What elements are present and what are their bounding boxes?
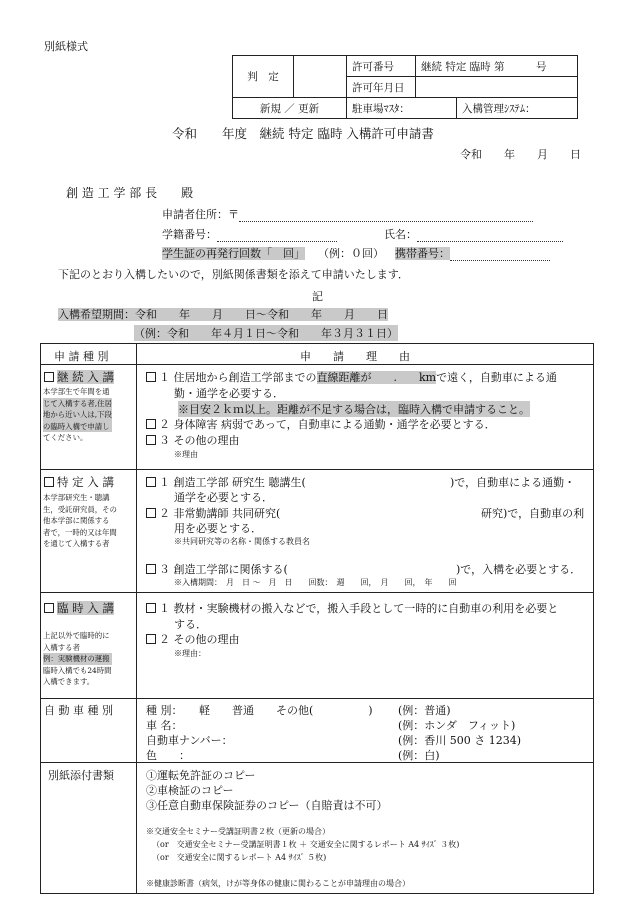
period-example: （例：令和 年４月１日～令和 年３月３１日） — [134, 327, 398, 340]
note-line: 他本学部に関係する — [43, 516, 110, 525]
continuing-checkbox[interactable] — [44, 372, 54, 382]
attachments-label: 別紙添付書類 — [48, 769, 114, 782]
attachment-note: （or 交通安全セミナー受講証明書１枚 ＋ 交通安全に関するレポート A4 ｻｲｽﾞ ３枚) — [152, 840, 460, 849]
special-note — [43, 492, 117, 550]
checkbox[interactable] — [146, 603, 156, 613]
note-line: 入構する者 — [43, 642, 80, 652]
temporary-checkbox[interactable] — [44, 603, 54, 613]
period-row — [58, 306, 388, 322]
office-use-box — [232, 55, 578, 119]
addressee: 創 造 工 学 部 長 殿 — [66, 186, 194, 200]
item-text: ２ 非常勤講師 共同研究( — [159, 507, 281, 520]
checkbox[interactable] — [146, 508, 156, 518]
vehicle-name-example: (例：ホンダ フィット) — [398, 719, 516, 732]
period-value: 令和 年 月 日～令和 年 月 日 — [135, 308, 388, 321]
vehicle-color[interactable]: 色 ： — [146, 749, 190, 762]
form-label: 別紙様式 — [44, 40, 88, 53]
attachment-item: ②車検証のコピー — [146, 784, 234, 797]
note-line: 臨時入構でも24時間 — [43, 665, 112, 675]
note-line: 入構できます。 — [43, 677, 95, 686]
judgement-blank — [294, 56, 347, 98]
vehicle-kind-example: (例：普通) — [398, 704, 451, 717]
continuing-item-1-line2: 勤・通学を必要する． — [174, 387, 284, 400]
item-text-highlight: 直線距離が — [316, 371, 372, 384]
note-line: 例：実験機材の運搬 — [43, 654, 110, 663]
continuing-type[interactable] — [44, 369, 114, 385]
note-line: 者で，一時的又は年間 — [43, 527, 117, 537]
document-title: 令和 年度 継続 特定 臨時 入構許可申請書 — [172, 126, 434, 141]
address-row — [162, 206, 533, 222]
vehicle-color-example: (例：白) — [398, 749, 440, 762]
checkbox[interactable] — [146, 419, 156, 429]
continuing-item-3-note: ※理由 — [174, 450, 198, 459]
checkbox[interactable] — [146, 634, 156, 644]
item-text: １ 住居地から創造工学部までの — [159, 371, 317, 384]
note-line: 上記以外で臨時的に — [43, 631, 110, 640]
special-item-1[interactable] — [146, 474, 306, 490]
special-item-2-line2: 用を必要とする． — [174, 522, 262, 535]
item-text: １ 教材・実験機材の搬入などで，搬入手段として一時的に自動車の利用を必要と — [159, 602, 559, 615]
permit-no-label: 許可番号 — [347, 56, 416, 77]
temporary-note — [43, 630, 112, 688]
address-label: 申請者住所：〒 — [162, 208, 239, 221]
student-row — [162, 226, 563, 242]
access-system-cell: 入構管理ｼｽﾃﾑ： — [457, 98, 578, 119]
temporary-type[interactable] — [44, 600, 114, 616]
attachment-note: （or 交通安全に関するレポート A4 ｻｲｽﾞ ５枚) — [152, 853, 327, 862]
permit-date-label: 許可年月日 — [347, 77, 416, 98]
name-field[interactable] — [417, 229, 563, 242]
vehicle-label: 自 動 車 種 別 — [44, 704, 113, 717]
item-text: ３ 創造工学部に関係する( — [159, 563, 288, 576]
reissue-label: 学生証の再発行回数「 回」 — [162, 247, 305, 260]
checkbox[interactable] — [146, 372, 156, 382]
note-line: じて入構する者,住居 — [43, 398, 112, 408]
special-type[interactable] — [44, 474, 114, 490]
special-item-1-line2: 通学を必要とする． — [174, 491, 273, 504]
phone-field[interactable] — [450, 248, 550, 261]
date-line: 令和 年 月 日 — [460, 148, 581, 161]
item-text: ２ その他の理由 — [159, 633, 240, 646]
special-checkbox[interactable] — [44, 477, 54, 487]
special-title: 特 定 入 講 — [57, 475, 114, 489]
continuing-item-3[interactable] — [146, 432, 240, 448]
address-field[interactable] — [239, 209, 533, 222]
phone-label: 携帯番号： — [395, 247, 450, 260]
continuing-item-2[interactable] — [146, 416, 496, 432]
continuing-item-1-note: ※目安２ｋｍ以上。距離が不足する場合は，臨時入構で申請すること。 — [178, 403, 530, 416]
period-label: 入構希望期間： — [58, 308, 135, 321]
special-item-2-tail: 研究)で，自動車の利 — [481, 507, 585, 520]
special-item-2-note: ※共同研究等の名称・関係する教員名 — [174, 537, 310, 546]
student-no-label: 学籍番号： — [162, 228, 217, 241]
temporary-item-1-line2: する． — [174, 618, 207, 631]
reissue-example: （例：０回） — [318, 247, 384, 260]
temporary-item-2[interactable] — [146, 631, 240, 647]
student-no-field[interactable] — [217, 229, 337, 242]
permit-date-value — [416, 77, 578, 98]
reissue-row — [162, 245, 550, 261]
note-line: 地から近い人は,下段 — [43, 410, 112, 419]
judgement-cell: 判 定 — [233, 56, 294, 98]
note-line: の臨時入構で申請し — [43, 421, 112, 433]
item-text: １ 創造工学部 研究生 聴講生( — [159, 476, 306, 489]
attachment-item: ①運転免許証のコピー — [146, 769, 256, 782]
special-item-3-note: ※入構期間： 月 日 ～ 月 日 回数： 週 回， 月 回， 年 回 — [174, 578, 457, 587]
attachment-health-note: ※健康診断書（病気，けが等身体の健康に関わることが申請理由の場合） — [146, 879, 410, 888]
checkbox[interactable] — [146, 564, 156, 574]
special-item-1-tail: )で，自動車による通勤・ — [450, 476, 576, 489]
temporary-title: 臨 時 入 講 — [57, 601, 114, 615]
note-line: を通じて入構する者 — [43, 539, 110, 548]
request-text: 下記のとおり入構したいので，別紙関係書類を添えて申請いたします． — [58, 268, 409, 281]
permit-no-value: 継続 特定 臨時 第 号 — [416, 56, 578, 77]
checkbox[interactable] — [146, 477, 156, 487]
note-line: 生，受託研究員，その — [43, 504, 117, 514]
vehicle-plate-example: (例：香川 500 さ 1234) — [398, 734, 522, 747]
parking-master-cell: 駐車場ﾏｽﾀ： — [347, 98, 457, 119]
ki-mark: 記 — [312, 290, 323, 303]
special-item-3-tail: )で，入構を必要とする． — [456, 563, 582, 576]
item-text: ２ 身体障害 病弱であって，自動車による通勤・通学を必要とする． — [159, 418, 496, 431]
note-line: てください。 — [43, 433, 88, 442]
item-text: で遠く，自動車による通 — [436, 371, 557, 384]
vehicle-kind[interactable]: 種 別： 軽 普通 その他( ) — [146, 704, 373, 717]
vehicle-name[interactable]: 車 名： — [146, 719, 183, 732]
item-text: ３ その他の理由 — [159, 434, 240, 447]
header-type: 申 請 種 別 — [54, 350, 109, 363]
note-line: 本学部生で年間を通 — [43, 387, 110, 396]
temporary-item-2-note: ※理由： — [174, 649, 206, 658]
continuing-note — [43, 386, 112, 444]
checkbox[interactable] — [146, 435, 156, 445]
vehicle-plate[interactable]: 自動車ナンバー： — [146, 734, 233, 747]
special-item-2[interactable] — [146, 505, 280, 521]
temporary-item-1[interactable] — [146, 600, 558, 616]
continuing-title: 継 続 入 講 — [57, 370, 114, 384]
new-renew-cell: 新規 ／ 更新 — [233, 98, 347, 119]
special-item-3[interactable] — [146, 561, 288, 577]
attachment-note: ※交通安全セミナー受講証明書２枚（更新の場合） — [146, 827, 330, 836]
distance-field: . km — [371, 371, 437, 384]
note-line: 本学部研究生・聴講 — [43, 493, 110, 502]
header-reason: 申 請 理 由 — [300, 350, 410, 363]
attachment-item: ③任意自動車保険証券のコピー（自賠責は不可） — [146, 799, 388, 812]
continuing-item-1[interactable] — [146, 369, 557, 385]
name-label: 氏名： — [384, 228, 417, 241]
